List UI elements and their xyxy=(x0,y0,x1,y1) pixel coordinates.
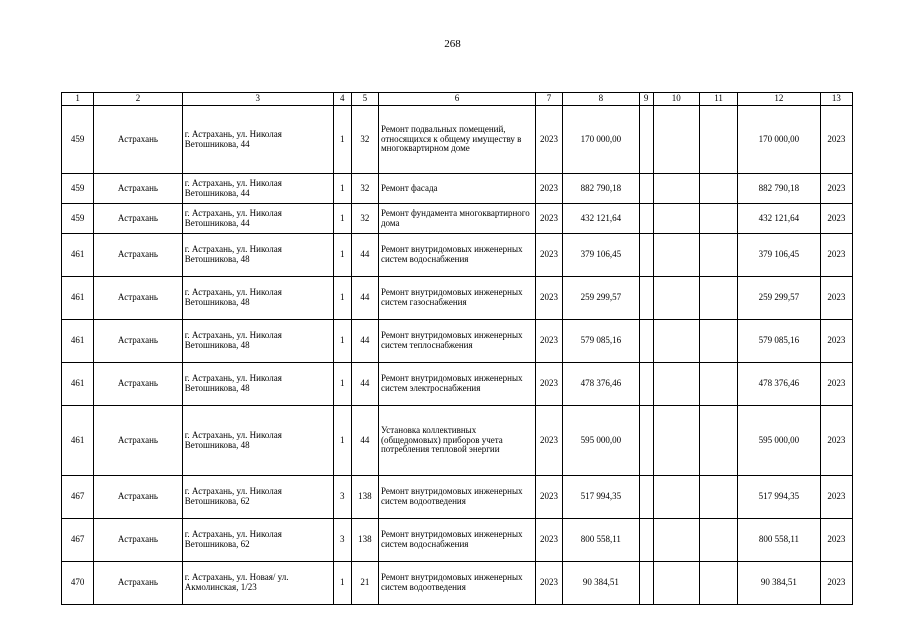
work-type-cell: Ремонт фундамента многоквартирного дома xyxy=(378,204,535,234)
col-7-cell: 2023 xyxy=(535,363,562,406)
col-5-cell: 32 xyxy=(351,204,378,234)
column-number: 13 xyxy=(820,93,852,106)
work-type-cell: Установка коллективных (общедомовых) приборов учета потребления тепловой энергии xyxy=(378,406,535,476)
work-type-cell: Ремонт подвальных помещений, относящихся к общему имуществу в многоквартирном доме xyxy=(378,106,535,174)
row-number-cell: 467 xyxy=(62,476,94,519)
col-4-cell: 1 xyxy=(333,320,351,363)
col-5-cell: 44 xyxy=(351,320,378,363)
col-5-cell: 32 xyxy=(351,106,378,174)
fund-cost-cell: 170 000,00 xyxy=(738,106,821,174)
col-5-cell: 138 xyxy=(351,476,378,519)
work-type-cell: Ремонт внутридомовых инженерных систем водоотведения xyxy=(378,562,535,605)
city-cell: Астрахань xyxy=(94,320,183,363)
table-row xyxy=(62,406,853,476)
table-row xyxy=(62,277,853,320)
col-10-cell xyxy=(653,363,699,406)
fund-cost-cell: 800 558,11 xyxy=(738,519,821,562)
col-9-cell xyxy=(639,277,653,320)
col-10-cell xyxy=(653,406,699,476)
total-cost-cell: 478 376,46 xyxy=(563,363,639,406)
column-number: 9 xyxy=(639,93,653,106)
col-11-cell xyxy=(699,234,737,277)
col-10-cell xyxy=(653,204,699,234)
table-row xyxy=(62,476,853,519)
column-number: 11 xyxy=(699,93,737,106)
col-7-cell: 2023 xyxy=(535,320,562,363)
city-cell: Астрахань xyxy=(94,562,183,605)
column-number-row xyxy=(62,93,853,106)
fund-cost-cell: 432 121,64 xyxy=(738,204,821,234)
row-number-cell: 461 xyxy=(62,406,94,476)
col-5-cell: 21 xyxy=(351,562,378,605)
table-row xyxy=(62,234,853,277)
total-cost-cell: 882 790,18 xyxy=(563,174,639,204)
address-cell: г. Астрахань, ул. Николая Ветошникова, 62 xyxy=(182,476,333,519)
col-9-cell xyxy=(639,234,653,277)
col-11-cell xyxy=(699,406,737,476)
address-cell: г. Астрахань, ул. Николая Ветошникова, 48 xyxy=(182,234,333,277)
column-number: 3 xyxy=(182,93,333,106)
col-5-cell: 44 xyxy=(351,277,378,320)
col-11-cell xyxy=(699,363,737,406)
column-number: 8 xyxy=(563,93,639,106)
col-4-cell: 3 xyxy=(333,519,351,562)
address-cell: г. Астрахань, ул. Николая Ветошникова, 44 xyxy=(182,174,333,204)
page-number: 268 xyxy=(444,38,461,50)
row-number-cell: 459 xyxy=(62,174,94,204)
work-type-cell: Ремонт фасада xyxy=(378,174,535,204)
column-number: 12 xyxy=(738,93,821,106)
col-11-cell xyxy=(699,562,737,605)
col-11-cell xyxy=(699,174,737,204)
col-9-cell xyxy=(639,204,653,234)
col-10-cell xyxy=(653,234,699,277)
table-row xyxy=(62,519,853,562)
column-number: 5 xyxy=(351,93,378,106)
table-row xyxy=(62,363,853,406)
column-number: 2 xyxy=(94,93,183,106)
col-9-cell xyxy=(639,106,653,174)
address-cell: г. Астрахань, ул. Новая/ ул. Акмолинская, 1/23 xyxy=(182,562,333,605)
address-cell: г. Астрахань, ул. Николая Ветошникова, 44 xyxy=(182,204,333,234)
city-cell: Астрахань xyxy=(94,204,183,234)
row-number-cell: 461 xyxy=(62,320,94,363)
address-cell: г. Астрахань, ул. Николая Ветошникова, 48 xyxy=(182,363,333,406)
row-number-cell: 461 xyxy=(62,363,94,406)
city-cell: Астрахань xyxy=(94,106,183,174)
col-5-cell: 32 xyxy=(351,174,378,204)
fund-cost-cell: 259 299,57 xyxy=(738,277,821,320)
col-9-cell xyxy=(639,406,653,476)
address-cell: г. Астрахань, ул. Николая Ветошникова, 44 xyxy=(182,106,333,174)
fund-cost-cell: 379 106,45 xyxy=(738,234,821,277)
row-number-cell: 470 xyxy=(62,562,94,605)
col-4-cell: 1 xyxy=(333,234,351,277)
col-10-cell xyxy=(653,277,699,320)
fund-cost-cell: 595 000,00 xyxy=(738,406,821,476)
col-11-cell xyxy=(699,106,737,174)
work-type-cell: Ремонт внутридомовых инженерных систем водоснабжения xyxy=(378,519,535,562)
col-13-cell: 2023 xyxy=(820,174,852,204)
col-4-cell: 1 xyxy=(333,363,351,406)
column-number: 10 xyxy=(653,93,699,106)
fund-cost-cell: 478 376,46 xyxy=(738,363,821,406)
col-4-cell: 1 xyxy=(333,562,351,605)
row-number-cell: 461 xyxy=(62,234,94,277)
col-4-cell: 1 xyxy=(333,406,351,476)
total-cost-cell: 379 106,45 xyxy=(563,234,639,277)
total-cost-cell: 170 000,00 xyxy=(563,106,639,174)
col-5-cell: 44 xyxy=(351,234,378,277)
col-4-cell: 1 xyxy=(333,204,351,234)
col-9-cell xyxy=(639,320,653,363)
col-4-cell: 1 xyxy=(333,106,351,174)
col-13-cell: 2023 xyxy=(820,106,852,174)
fund-cost-cell: 90 384,51 xyxy=(738,562,821,605)
city-cell: Астрахань xyxy=(94,277,183,320)
work-type-cell: Ремонт внутридомовых инженерных систем электроснабжения xyxy=(378,363,535,406)
col-7-cell: 2023 xyxy=(535,204,562,234)
col-13-cell: 2023 xyxy=(820,204,852,234)
address-cell: г. Астрахань, ул. Николая Ветошникова, 48 xyxy=(182,320,333,363)
col-10-cell xyxy=(653,476,699,519)
col-7-cell: 2023 xyxy=(535,106,562,174)
col-7-cell: 2023 xyxy=(535,519,562,562)
city-cell: Астрахань xyxy=(94,174,183,204)
col-5-cell: 44 xyxy=(351,406,378,476)
col-13-cell: 2023 xyxy=(820,476,852,519)
col-7-cell: 2023 xyxy=(535,406,562,476)
col-13-cell: 2023 xyxy=(820,562,852,605)
col-9-cell xyxy=(639,562,653,605)
table-row xyxy=(62,174,853,204)
total-cost-cell: 595 000,00 xyxy=(563,406,639,476)
col-4-cell: 1 xyxy=(333,174,351,204)
row-number-cell: 461 xyxy=(62,277,94,320)
col-4-cell: 3 xyxy=(333,476,351,519)
column-number: 7 xyxy=(535,93,562,106)
col-13-cell: 2023 xyxy=(820,277,852,320)
work-type-cell: Ремонт внутридомовых инженерных систем газоснабжения xyxy=(378,277,535,320)
column-number: 4 xyxy=(333,93,351,106)
column-number: 6 xyxy=(378,93,535,106)
row-number-cell: 467 xyxy=(62,519,94,562)
col-13-cell: 2023 xyxy=(820,363,852,406)
city-cell: Астрахань xyxy=(94,363,183,406)
col-9-cell xyxy=(639,519,653,562)
col-11-cell xyxy=(699,204,737,234)
col-11-cell xyxy=(699,476,737,519)
col-4-cell: 1 xyxy=(333,277,351,320)
total-cost-cell: 800 558,11 xyxy=(563,519,639,562)
address-cell: г. Астрахань, ул. Николая Ветошникова, 62 xyxy=(182,519,333,562)
total-cost-cell: 579 085,16 xyxy=(563,320,639,363)
col-10-cell xyxy=(653,106,699,174)
col-13-cell: 2023 xyxy=(820,320,852,363)
col-9-cell xyxy=(639,476,653,519)
address-cell: г. Астрахань, ул. Николая Ветошникова, 48 xyxy=(182,406,333,476)
col-10-cell xyxy=(653,562,699,605)
col-9-cell xyxy=(639,174,653,204)
col-9-cell xyxy=(639,363,653,406)
city-cell: Астрахань xyxy=(94,406,183,476)
total-cost-cell: 432 121,64 xyxy=(563,204,639,234)
city-cell: Астрахань xyxy=(94,519,183,562)
fund-cost-cell: 579 085,16 xyxy=(738,320,821,363)
work-type-cell: Ремонт внутридомовых инженерных систем водоотведения xyxy=(378,476,535,519)
col-7-cell: 2023 xyxy=(535,174,562,204)
col-10-cell xyxy=(653,519,699,562)
col-5-cell: 138 xyxy=(351,519,378,562)
col-5-cell: 44 xyxy=(351,363,378,406)
work-type-cell: Ремонт внутридомовых инженерных систем водоснабжения xyxy=(378,234,535,277)
row-number-cell: 459 xyxy=(62,204,94,234)
col-7-cell: 2023 xyxy=(535,234,562,277)
col-11-cell xyxy=(699,320,737,363)
table-row xyxy=(62,562,853,605)
col-13-cell: 2023 xyxy=(820,406,852,476)
table-row xyxy=(62,204,853,234)
total-cost-cell: 517 994,35 xyxy=(563,476,639,519)
city-cell: Астрахань xyxy=(94,234,183,277)
total-cost-cell: 259 299,57 xyxy=(563,277,639,320)
col-11-cell xyxy=(699,519,737,562)
work-type-cell: Ремонт внутридомовых инженерных систем теплоснабжения xyxy=(378,320,535,363)
address-cell: г. Астрахань, ул. Николая Ветошникова, 48 xyxy=(182,277,333,320)
table-row xyxy=(62,106,853,174)
row-number-cell: 459 xyxy=(62,106,94,174)
repair-plan-table xyxy=(61,92,853,605)
col-13-cell: 2023 xyxy=(820,234,852,277)
fund-cost-cell: 882 790,18 xyxy=(738,174,821,204)
col-10-cell xyxy=(653,174,699,204)
col-10-cell xyxy=(653,320,699,363)
total-cost-cell: 90 384,51 xyxy=(563,562,639,605)
column-number: 1 xyxy=(62,93,94,106)
col-7-cell: 2023 xyxy=(535,277,562,320)
fund-cost-cell: 517 994,35 xyxy=(738,476,821,519)
col-7-cell: 2023 xyxy=(535,476,562,519)
col-11-cell xyxy=(699,277,737,320)
table-row xyxy=(62,320,853,363)
city-cell: Астрахань xyxy=(94,476,183,519)
col-7-cell: 2023 xyxy=(535,562,562,605)
col-13-cell: 2023 xyxy=(820,519,852,562)
